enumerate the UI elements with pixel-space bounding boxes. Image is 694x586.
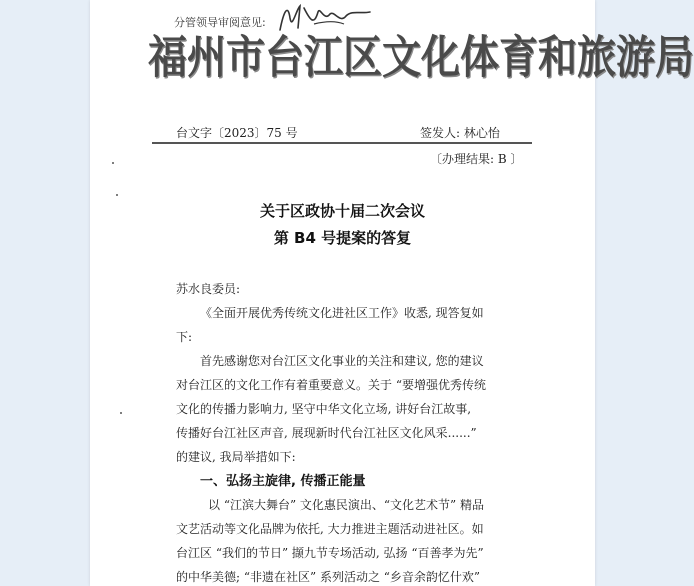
section-heading: 一、弘扬主旋律, 传播正能量 (200, 474, 366, 489)
reviewer-opinion-label: 分管领导审阅意见: (174, 16, 266, 29)
body-line: 下: (176, 330, 193, 344)
reply-title-line-1: 关于区政协十届二次会议 (259, 202, 425, 220)
issuer-signature: 签发人: 林心怡 (420, 126, 500, 140)
body-line: 文化的传播力影响力, 坚守中华文化立场, 讲好台江故事, (176, 402, 472, 416)
scan-speck (120, 412, 122, 414)
body-line: 以 “江滨大舞台” 文化惠民演出、“文化艺术节” 精品 (208, 498, 484, 512)
agency-masthead: 福州市台江区文化体育和旅游局 (148, 31, 694, 85)
body-line: 的中华美德; “非遗在社区” 系列活动之 “乡音余韵忆什欢” (176, 570, 481, 584)
handling-result: 〔办理结果: B 〕 (430, 152, 523, 166)
scan-speck (116, 194, 118, 196)
body-line: 的建议, 我局举措如下: (176, 450, 296, 464)
scan-speck (112, 162, 114, 164)
body-line: 传播好台江社区声音, 展现新时代台江社区文化风采......” (176, 426, 477, 440)
document-page (90, 0, 694, 586)
header-divider (152, 142, 532, 144)
body-line: 对台江区的文化工作有着重要意义。关于 “要增强优秀传统 (176, 378, 486, 392)
body-line: 首先感谢您对台江区文化事业的关注和建议, 您的建议 (200, 354, 484, 368)
body-line: 《全面开展优秀传统文化进社区工作》收悉, 现答复如 (200, 306, 484, 320)
salutation: 苏水良委员: (176, 282, 241, 296)
body-line: 台江区 “我们的节日” 撷九节专场活动, 弘扬 “百善孝为先” (176, 546, 484, 560)
reply-title-line-2: 第 B4 号提案的答复 (273, 229, 412, 247)
document-number: 台文字〔2023〕75 号 (176, 126, 298, 140)
body-line: 文艺活动等文化品牌为依托, 大力推进主题活动进社区。如 (176, 522, 484, 536)
